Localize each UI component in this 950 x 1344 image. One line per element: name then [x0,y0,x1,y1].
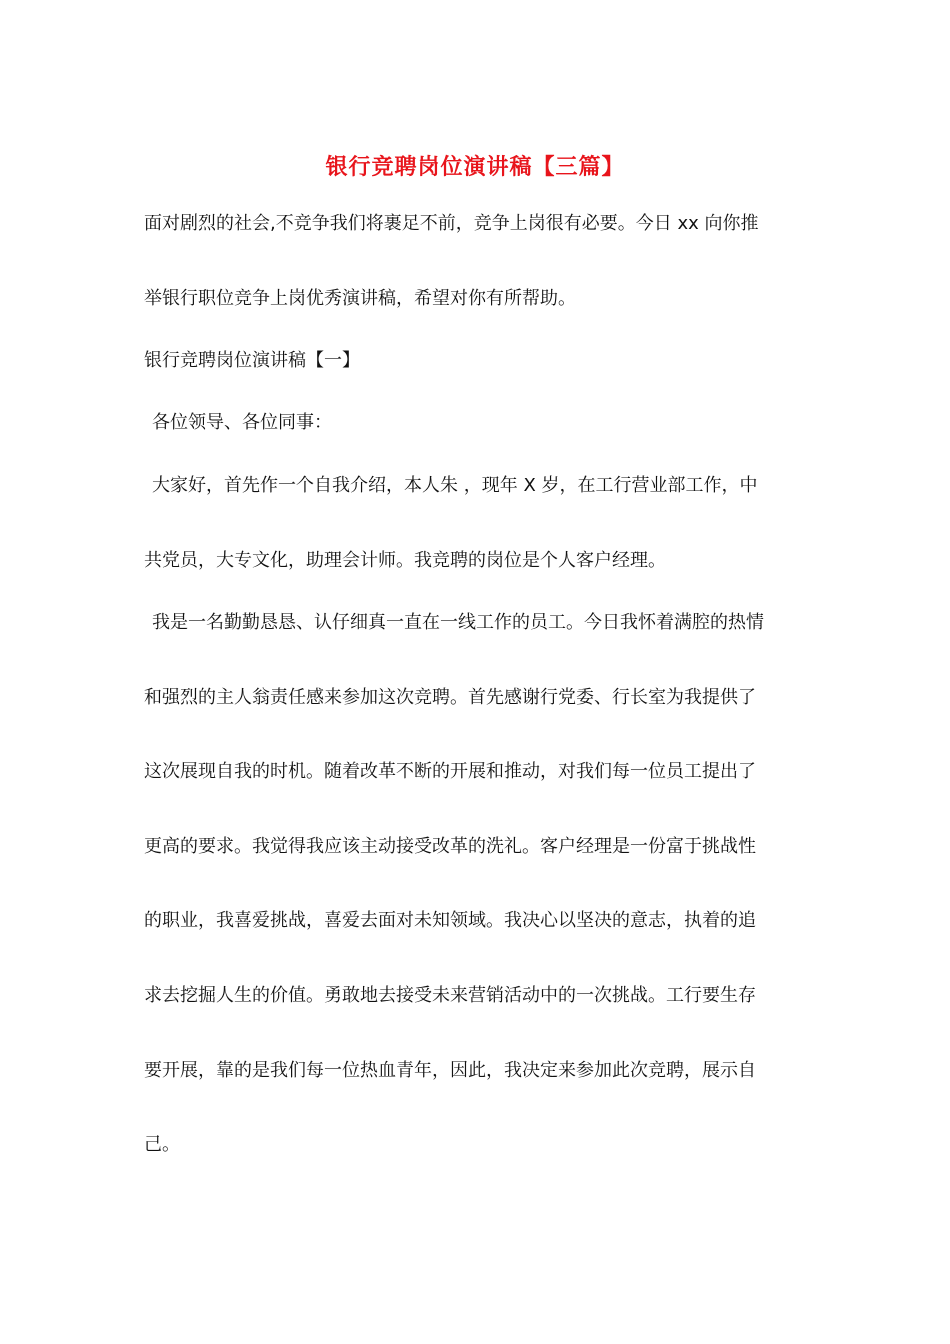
paragraph-line: 这次展现自我的时机。随着改革不断的开展和推动，对我们每一位员工提出了 [144,761,756,782]
paragraph-line: 求去挖掘人生的价值。勇敢地去接受未来营销活动中的一次挑战。工行要生存 [144,985,756,1006]
paragraph-line: 我是一名勤勤恳恳、认仔细真一直在一线工作的员工。今日我怀着满腔的热情 [152,612,764,633]
paragraph-line: 的职业，我喜爱挑战，喜爱去面对未知领域。我决心以坚决的意志，执着的追 [144,910,756,931]
paragraph-line: 更高的要求。我觉得我应该主动接受改革的洗礼。客户经理是一份富于挑战性 [144,836,756,857]
paragraph-line: 要开展，靠的是我们每一位热血青年，因此，我决定来参加此次竞聘，展示自 [144,1060,756,1081]
paragraph-line: 共党员，大专文化，助理会计师。我竞聘的岗位是个人客户经理。 [144,550,666,571]
paragraph-line: 面对剧烈的社会,不竞争我们将裹足不前，竞争上岗很有必要。今日 xx 向你推 [144,213,759,234]
section-heading: 银行竞聘岗位演讲稿【一】 [144,350,360,371]
paragraph-line: 举银行职位竞争上岗优秀演讲稿，希望对你有所帮助。 [144,288,576,309]
paragraph-line: 大家好，首先作一个自我介绍，本人朱 ，现年 X 岁，在工行营业部工作，中 [152,475,758,496]
paragraph-line: 己。 [144,1134,180,1155]
paragraph-line: 和强烈的主人翁责任感来参加这次竞聘。首先感谢行党委、行长室为我提供了 [144,687,756,708]
document-title: 银行竞聘岗位演讲稿【三篇】 [325,155,625,180]
salutation: 各位领导、各位同事： [152,412,332,433]
